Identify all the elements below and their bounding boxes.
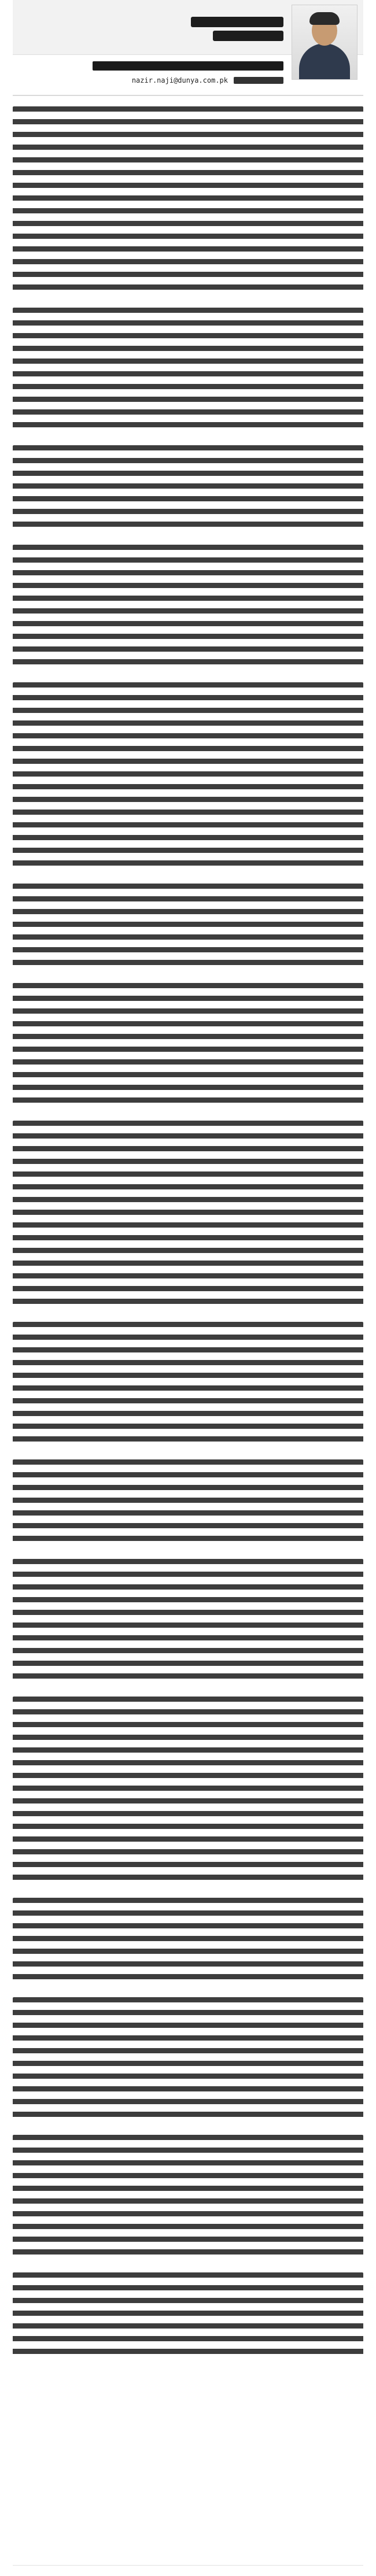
article-paragraph-text bbox=[13, 2272, 363, 2361]
article-paragraph-text bbox=[13, 1322, 363, 1449]
article-paragraph bbox=[13, 2135, 363, 2262]
article-paragraph bbox=[13, 445, 363, 534]
article-paragraph-text bbox=[13, 983, 363, 1110]
column-logo-line-2 bbox=[213, 31, 283, 41]
article-paragraph bbox=[13, 1559, 363, 1686]
article-paragraph-text bbox=[13, 682, 363, 873]
article-paragraph bbox=[13, 1997, 363, 2124]
article-paragraph bbox=[13, 1322, 363, 1449]
article-paragraph-text bbox=[13, 1697, 363, 1887]
article-paragraph bbox=[13, 1459, 363, 1548]
article-paragraph bbox=[13, 884, 363, 973]
article-paragraph bbox=[13, 1898, 363, 1987]
article-paragraph bbox=[13, 1697, 363, 1887]
article-paragraph-text bbox=[13, 2135, 363, 2262]
article-paragraph-text bbox=[13, 1459, 363, 1548]
article-paragraph bbox=[13, 1121, 363, 1311]
article-paragraph-text bbox=[13, 884, 363, 973]
footer-rule bbox=[13, 2565, 363, 2566]
article-body bbox=[13, 106, 363, 2552]
article-paragraph bbox=[13, 682, 363, 873]
article-paragraph-text bbox=[13, 1121, 363, 1311]
byline bbox=[132, 76, 283, 84]
article-paragraph-text bbox=[13, 106, 363, 297]
author-email: nazir.naji@dunya.com.pk bbox=[131, 76, 228, 84]
article-paragraph-text bbox=[13, 1997, 363, 2124]
article-paragraph bbox=[13, 545, 363, 672]
author-name-placeholder bbox=[234, 77, 283, 84]
article-paragraph-text bbox=[13, 308, 363, 435]
article-paragraph-text bbox=[13, 445, 363, 534]
column-header bbox=[13, 0, 363, 96]
article-paragraph bbox=[13, 983, 363, 1110]
column-title bbox=[13, 57, 363, 75]
article-paragraph-text bbox=[13, 545, 363, 672]
column-logo bbox=[168, 6, 283, 52]
article-paragraph bbox=[13, 2272, 363, 2361]
author-photo-hair bbox=[309, 12, 340, 25]
article-paragraph bbox=[13, 308, 363, 435]
column-logo-line-1 bbox=[191, 17, 283, 27]
article-paragraph-text bbox=[13, 1898, 363, 1987]
column-title-placeholder bbox=[93, 61, 283, 71]
article-paragraph-text bbox=[13, 1559, 363, 1686]
article-paragraph bbox=[13, 106, 363, 297]
